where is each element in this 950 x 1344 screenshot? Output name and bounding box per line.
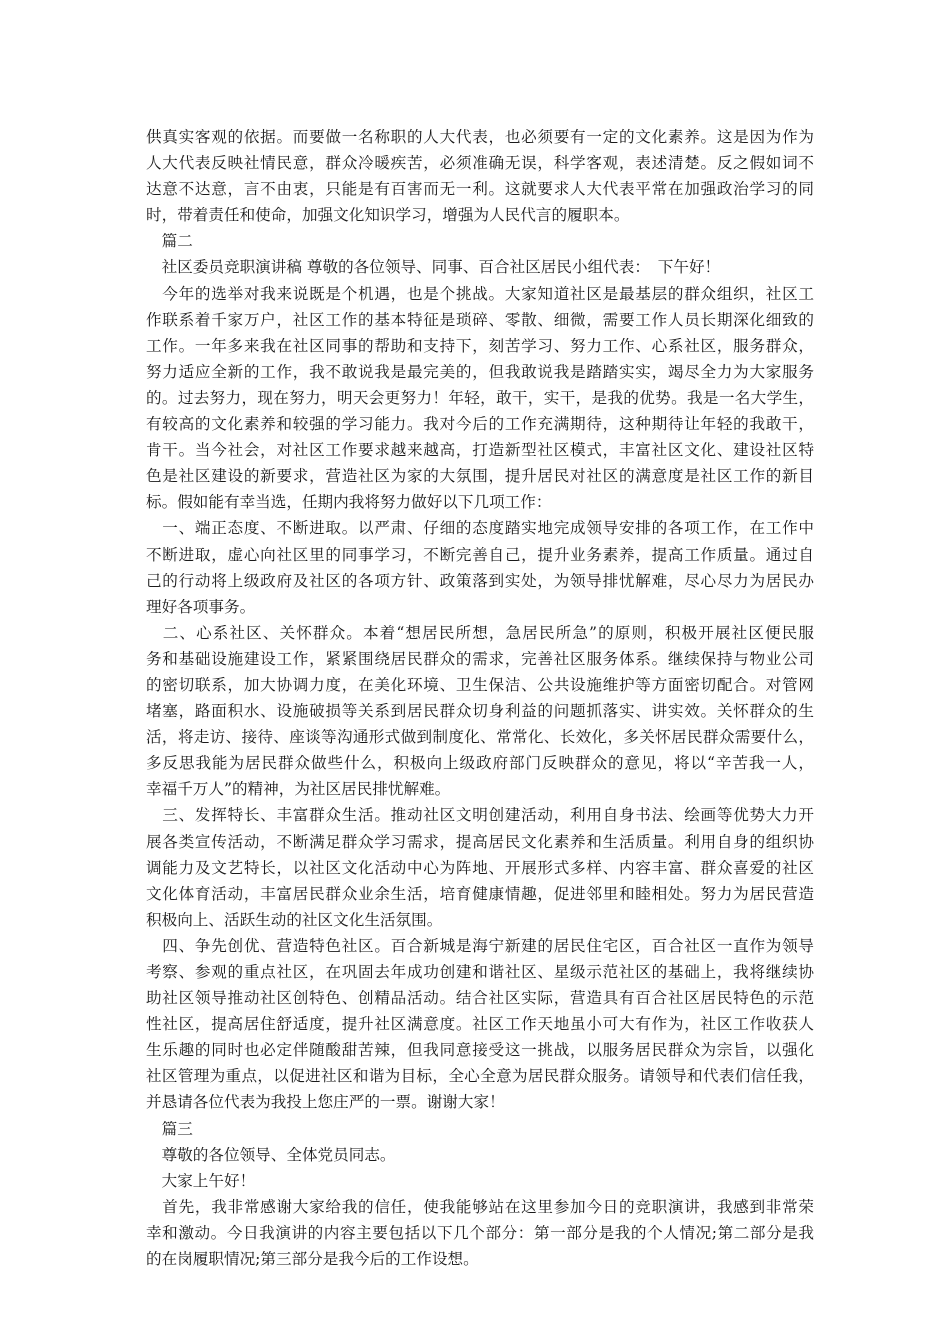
text-line: 社区管理为重点，以促进社区和谐为目标，全心全意为居民群众服务。请领导和代表们信任我， bbox=[146, 1067, 814, 1086]
text-line: 积极向上、活跃生动的社区文化生活氛围。 bbox=[146, 910, 443, 929]
text-line: 一、端正态度、不断进取。以严肃、仔细的态度踏实地完成领导安排的各项工作，在工作中 bbox=[146, 519, 814, 538]
text-line: 幸和激动。今日我演讲的内容主要包括以下几个部分：第一部分是我的个人情况;第二部分是我 bbox=[146, 1223, 814, 1242]
document-body bbox=[146, 124, 814, 1272]
text-line: 生乐趣的同时也必定伴随酸甜苦辣，但我同意接受这一挑战，以服务居民群众为宗旨，以强化 bbox=[146, 1041, 814, 1060]
text-line: 活，将走访、接待、座谈等沟通形式做到制度化、常常化、长效化，多关怀居民群众需要什么， bbox=[146, 728, 814, 747]
text-line: 的在岗履职情况;第三部分是我今后的工作设想。 bbox=[146, 1250, 479, 1269]
text-line: 幸福千万人”的精神，为社区居民排忧解难。 bbox=[146, 780, 451, 799]
text-line: 考察、参观的重点社区，在巩固去年成功创建和谐社区、星级示范社区的基础上，我将继续协 bbox=[146, 963, 814, 981]
text-line: 二、心系社区、关怀群众。本着“想居民所想，急居民所急”的原则，积极开展社区便民服 bbox=[146, 623, 814, 642]
text-line: 今年的选举对我来说既是个机遇，也是个挑战。大家知道社区是最基层的群众组织，社区工 bbox=[146, 284, 814, 303]
text-line: 助社区领导推动社区创特色、创精品活动。结合社区实际，营造具有百合社区居民特色的示范 bbox=[146, 989, 814, 1008]
text-line: 篇二 bbox=[146, 232, 193, 251]
text-line: 时，带着责任和使命，加强文化知识学习，增强为人民代言的履职本。 bbox=[146, 206, 630, 225]
text-line: 作联系着千家万户，社区工作的基本特征是琐碎、零散、细微，需要工作人员长期深化细致的 bbox=[146, 310, 814, 329]
text-line: 努力适应全新的工作，我不敢说我是最完美的，但我敢说我是踏踏实实，竭尽全力为大家服务 bbox=[146, 362, 814, 381]
text-line: 三、发挥特长、丰富群众生活。推动社区文明创建活动，利用自身书法、绘画等优势大力开 bbox=[146, 806, 814, 825]
text-line: 的。过去努力，现在努力，明天会更努力！年轻，敢干，实干，是我的优势。我是一名大学生， bbox=[146, 388, 814, 407]
text-line: 篇三 bbox=[146, 1119, 193, 1138]
text-line: 社区委员竞职演讲稿 尊敬的各位领导、同事、百合社区居民小组代表： 下午好！ bbox=[146, 258, 721, 277]
text-line: 大家上午好！ bbox=[146, 1171, 256, 1190]
text-line: 的密切联系，加大协调力度，在美化环境、卫生保洁、公共设施维护等方面密切配合。对管网 bbox=[146, 675, 814, 694]
text-line: 性社区，提高居住舒适度，提升社区满意度。社区工作天地虽小可大有作为，社区工作收获人 bbox=[146, 1015, 814, 1034]
text-line: 标。假如能有幸当选，任期内我将努力做好以下几项工作： bbox=[146, 493, 552, 512]
text-line: 文化体育活动，丰富居民群众业余生活，培育健康情趣，促进邻里和睦相处。努力为居民营造 bbox=[146, 884, 814, 903]
text-line: 工作。一年多来我在社区同事的帮助和支持下，刻苦学习、努力工作、心系社区，服务群众， bbox=[146, 336, 814, 355]
text-line: 四、争先创优、营造特色社区。百合新城是海宁新建的居民住宅区，百合社区一直作为领导 bbox=[146, 936, 814, 955]
text-line: 多反思我能为居民群众做些什么，积极向上级政府部门反映群众的意见，将以“辛苦我一人， bbox=[146, 754, 814, 773]
text-line: 人大代表反映社情民意，群众冷暖疾苦，必须准确无误，科学客观，表述清楚。反之假如词不 bbox=[146, 154, 814, 173]
text-line: 己的行动将上级政府及社区的各项方针、政策落到实处，为领导排忧解难，尽心尽力为居民办 bbox=[146, 571, 814, 590]
text-line: 展各类宣传活动，不断满足群众学习需求，提高居民文化素养和生活质量。利用自身的组织协 bbox=[146, 832, 814, 851]
text-line: 色是社区建设的新要求，营造社区为家的大氛围，提升居民对社区的满意度是社区工作的新目 bbox=[146, 467, 814, 486]
text-line: 并恳请各位代表为我投上您庄严的一票。谢谢大家！ bbox=[146, 1093, 505, 1112]
text-line: 有较高的文化素养和较强的学习能力。我对今后的工作充满期待，这种期待让年轻的我敢干， bbox=[146, 415, 814, 434]
text-line: 首先，我非常感谢大家给我的信任，使我能够站在这里参加今日的竞职演讲，我感到非常荣 bbox=[146, 1197, 814, 1216]
text-line: 不断进取，虚心向社区里的同事学习，不断完善自己，提升业务素养，提高工作质量。通过自 bbox=[146, 545, 814, 564]
text-line: 调能力及文艺特长，以社区文化活动中心为阵地、开展形式多样、内容丰富、群众喜爱的社区 bbox=[146, 858, 814, 877]
text-line: 尊敬的各位领导、全体党员同志。 bbox=[146, 1145, 396, 1164]
text-line: 务和基础设施建设工作，紧紧围绕居民群众的需求，完善社区服务体系。继续保持与物业公司 bbox=[146, 649, 814, 668]
text-line: 达意不达意，言不由衷，只能是有百害而无一利。这就要求人大代表平常在加强政治学习的同 bbox=[146, 180, 814, 199]
text-line: 肯干。当今社会，对社区工作要求越来越高，打造新型社区模式，丰富社区文化、建设社区特 bbox=[146, 441, 814, 460]
text-line: 供真实客观的依据。而要做一名称职的人大代表，也必须要有一定的文化素养。这是因为作为 bbox=[146, 128, 814, 146]
text-line: 理好各项事务。 bbox=[146, 597, 256, 616]
text-line: 堵塞，路面积水、设施破损等关系到居民群众切身利益的问题抓落实、讲实效。关怀群众的生 bbox=[146, 702, 814, 721]
